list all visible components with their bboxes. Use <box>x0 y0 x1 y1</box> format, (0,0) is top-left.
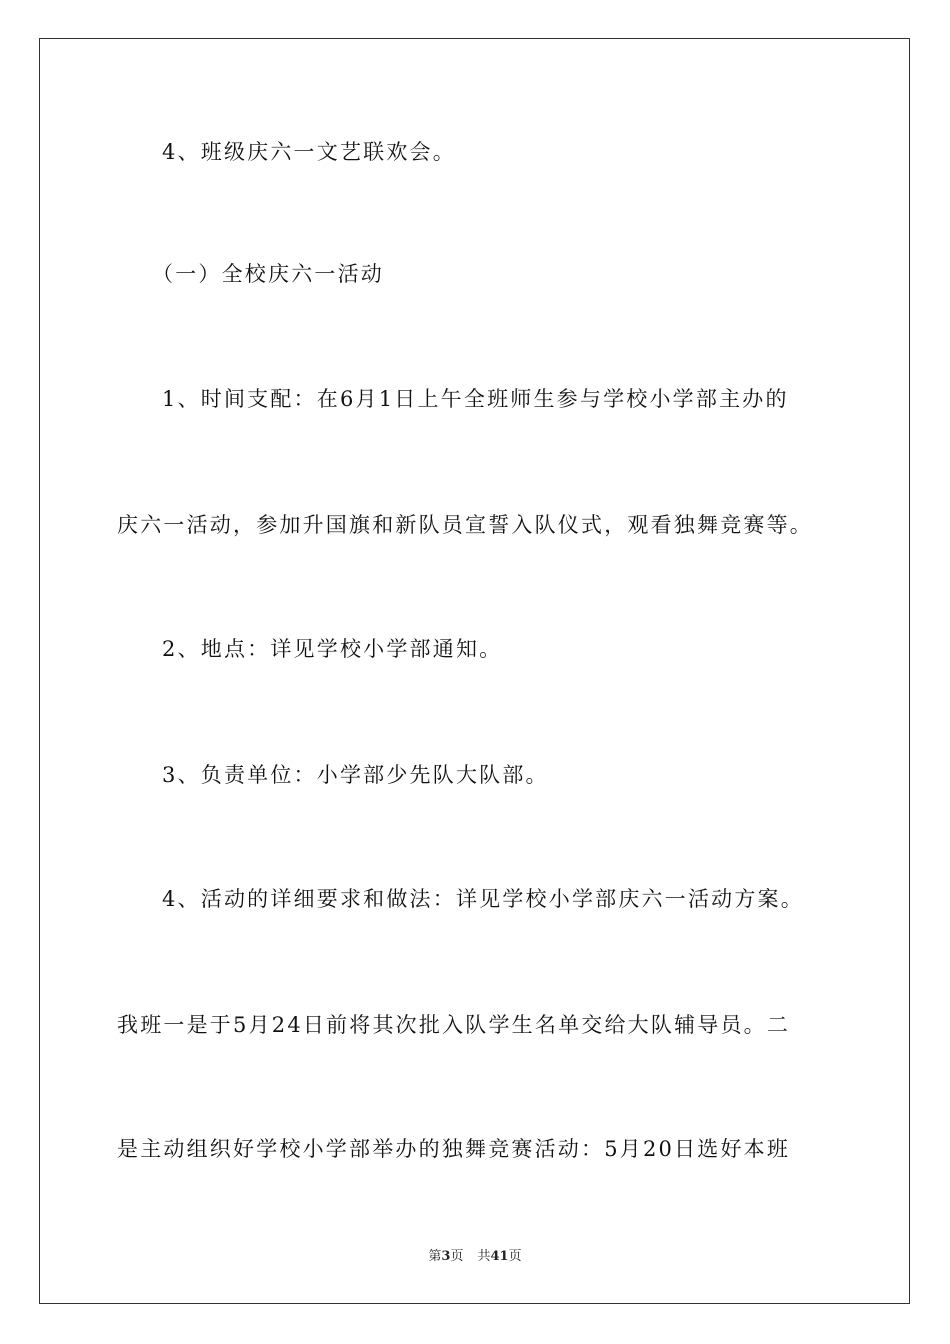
paragraph-line: 4、班级庆六一文艺联欢会。 <box>162 140 456 164</box>
page-number: 3 <box>441 1249 451 1264</box>
paragraph-line: 1、时间支配：在6月1日上午全班师生参与学校小学部主办的 <box>162 387 789 411</box>
paragraph-line: 2、地点：详见学校小学部通知。 <box>162 637 503 661</box>
paragraph-line: 4、活动的详细要求和做法：详见学校小学部庆六一活动方案。 <box>162 887 804 911</box>
paragraph-line: 我班一是于5月24日前将其次批入队学生名单交给大队辅导员。二 <box>117 1013 791 1037</box>
paragraph-line: 庆六一活动，参加升国旗和新队员宣誓入队仪式，观看独舞竞赛等。 <box>117 513 813 537</box>
page-prefix: 第 <box>428 1249 442 1264</box>
total-prefix: 共 <box>477 1249 491 1264</box>
section-heading: （一）全校庆六一活动 <box>152 262 384 286</box>
total-pages: 41 <box>490 1249 509 1264</box>
page-footer <box>0 1248 950 1266</box>
paragraph-line: 3、负责单位：小学部少先队大队部。 <box>162 763 549 787</box>
paragraph-line: 是主动组织好学校小学部举办的独舞竞赛活动：5月20日选好本班 <box>117 1137 791 1161</box>
page-suffix: 页 <box>450 1249 464 1264</box>
page-border <box>39 38 910 1304</box>
total-suffix: 页 <box>508 1249 522 1264</box>
